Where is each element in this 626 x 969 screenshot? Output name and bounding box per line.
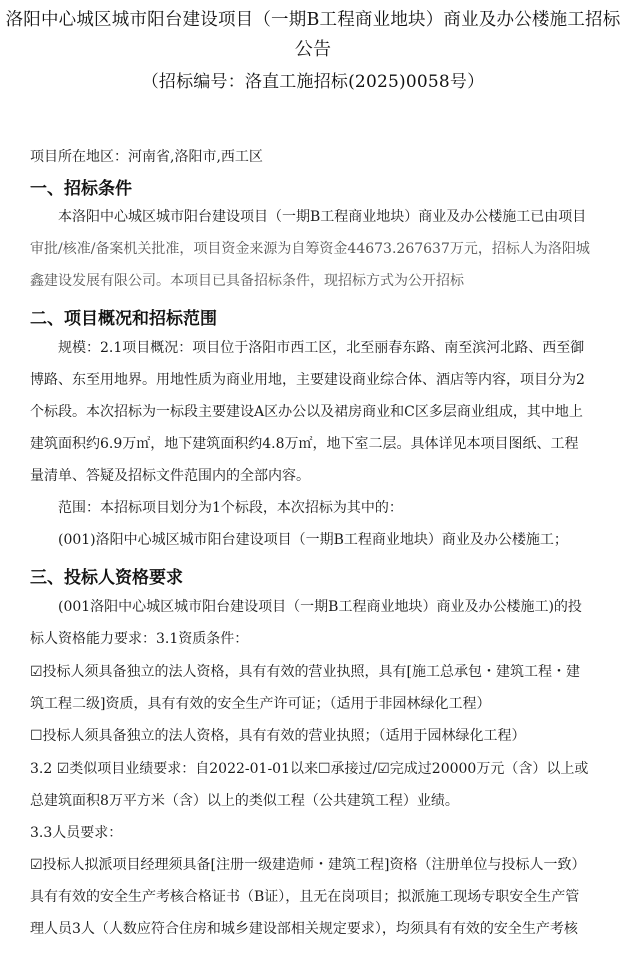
paragraph-line: 审批/核准/备案机关批准，项目资金来源为自筹资金44673.267637万元，招标人为洛阳城 xyxy=(30,241,590,257)
document-title-line1: 洛阳中心城区城市阳台建设项目（一期B工程商业地块）商业及办公楼施工招标 xyxy=(5,10,621,30)
unchecked-item: ☐投标人须具备独立的法人资格，具有有效的营业执照；（适用于园林绿化工程） xyxy=(30,728,526,744)
paragraph-line: 标人资格能力要求：3.1资质条件： xyxy=(30,631,249,647)
section-heading-qualification: 三、投标人资格要求 xyxy=(30,568,183,588)
paragraph-line: 量清单、答疑及招标文件范围内的全部内容。 xyxy=(30,468,310,484)
document-title-line2: 公告 xyxy=(294,39,332,60)
paragraph-line: 总建筑面积8万平方米（含）以上的类似工程（公共建筑工程）业绩。 xyxy=(30,793,459,809)
paragraph-line: 筑工程二级]资质，具有有效的安全生产许可证；（适用于非园林绿化工程） xyxy=(30,696,491,712)
section-heading-overview: 二、项目概况和招标范围 xyxy=(30,309,217,329)
paragraph-line: 博路、东至用地界。用地性质为商业用地，主要建设商业综合体、酒店等内容，项目分为2 xyxy=(30,372,585,388)
paragraph-line: 理人员3人（人数应符合住房和城乡建设部相关规定要求），均须具有有效的安全生产考核 xyxy=(30,921,578,937)
paragraph-line: (001洛阳中心城区城市阳台建设项目（一期B工程商业地块）商业及办公楼施工)的投 xyxy=(58,599,582,615)
checked-item: ☑投标人须具备独立的法人资格，具有有效的营业执照，具有[施工总承包・建筑工程・建 xyxy=(30,664,581,680)
project-location: 项目所在地区：河南省,洛阳市,西工区 xyxy=(30,149,263,165)
paragraph-line: 范围：本招标项目划分为1个标段，本次招标为其中的： xyxy=(58,500,403,516)
paragraph-line: 具有有效的安全生产考核合格证书（B证），且无在岗项目；拟派施工现场专职安全生产管 xyxy=(30,889,580,905)
paragraph-line: 鑫建设发展有限公司。本项目已具备招标条件，现招标方式为公开招标 xyxy=(30,273,464,289)
personnel-requirement-heading: 3.3人员要求： xyxy=(30,825,123,841)
paragraph-line: 规模：2.1项目概况：项目位于洛阳市西工区，北至丽春东路、南至滨河北路、西至御 xyxy=(58,340,585,356)
paragraph-line: (001)洛阳中心城区城市阳台建设项目（一期B工程商业地块）商业及办公楼施工； xyxy=(58,532,568,548)
performance-requirement: 3.2 ☑类似项目业绩要求：自2022-01-01以来☐承接过/☑完成过20000万元（含）以上或 xyxy=(30,761,589,777)
section-heading-conditions: 一、招标条件 xyxy=(30,179,132,199)
paragraph-line: 个标段。本次招标为一标段主要建设A区办公以及裙房商业和C区多层商业组成，其中地上 xyxy=(30,404,583,420)
checked-item: ☑投标人拟派项目经理须具备[注册一级建造师・建筑工程]资格（注册单位与投标人一致） xyxy=(30,857,586,873)
tender-number: （招标编号：洛直工施招标(2025)0058号） xyxy=(141,72,485,92)
paragraph-line: 本洛阳中心城区城市阳台建设项目（一期B工程商业地块）商业及办公楼施工已由项目 xyxy=(58,209,587,225)
paragraph-line: 建筑面积约6.9万㎡，地下建筑面积约4.8万㎡，地下室二层。具体详见本项目图纸、工程 xyxy=(30,436,579,452)
